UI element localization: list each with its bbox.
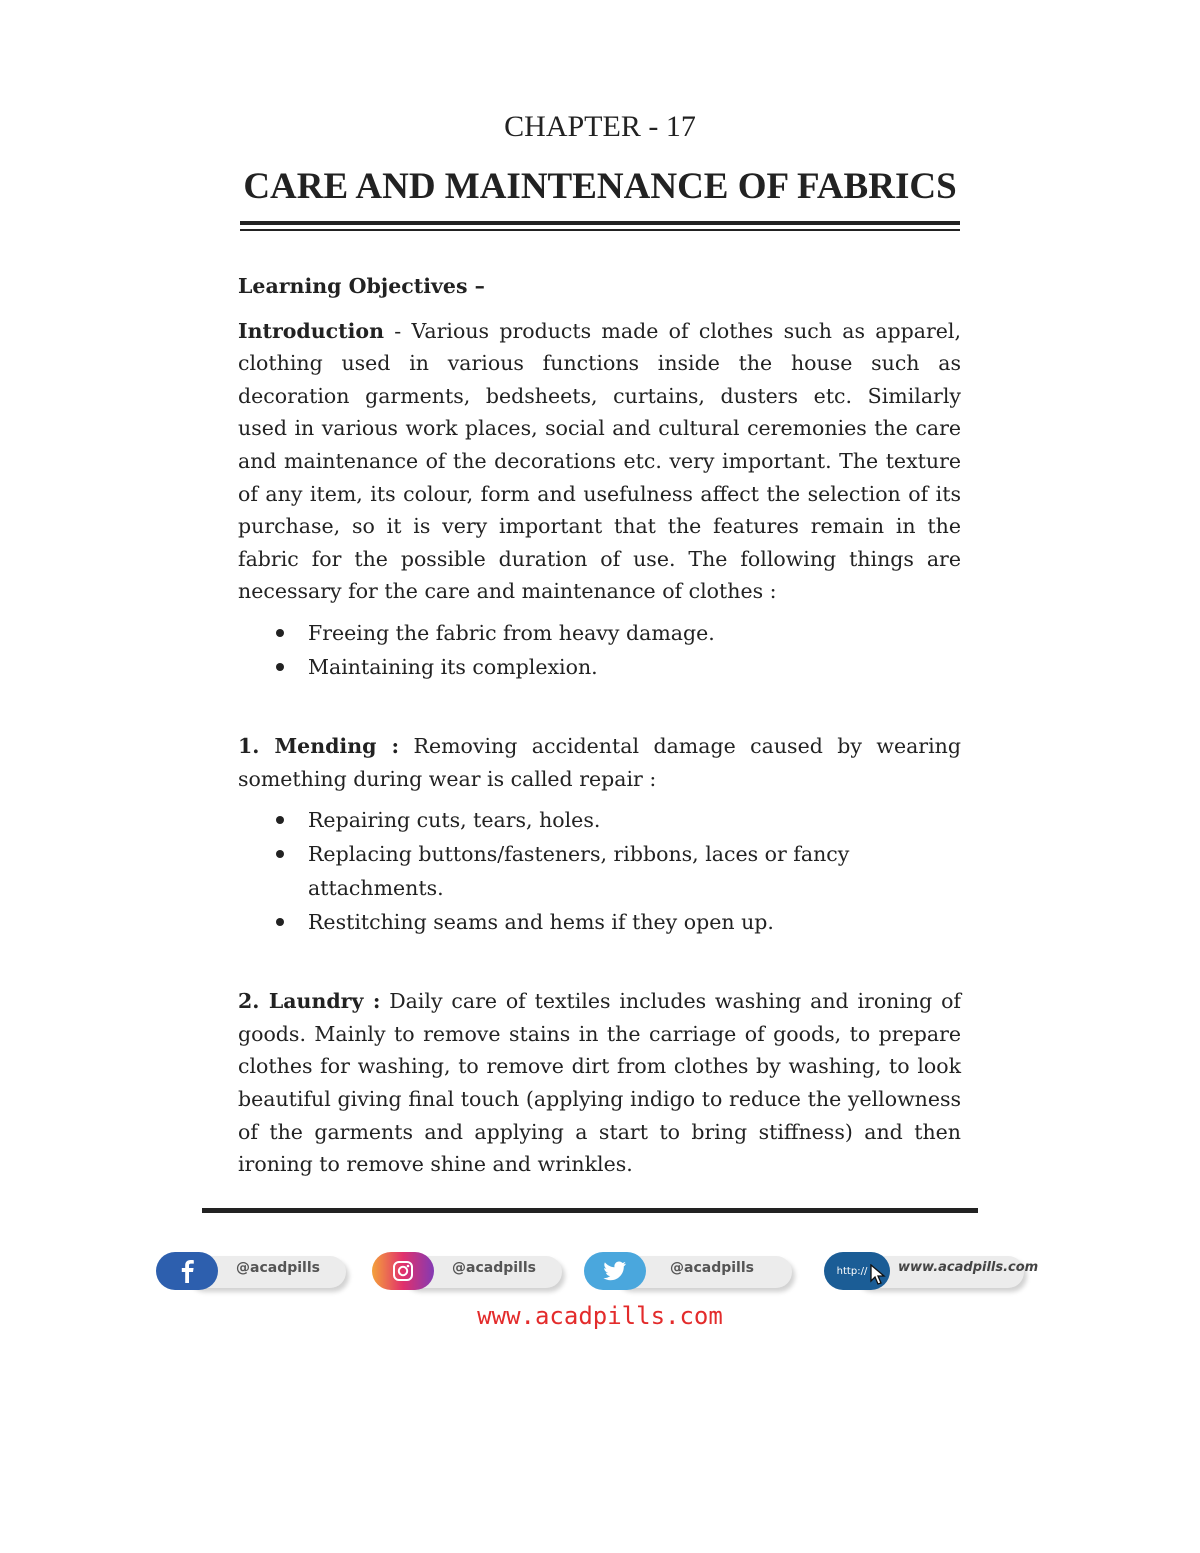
bullet-icon — [276, 918, 284, 926]
mending-lead: 1. Mending : — [238, 733, 400, 758]
instagram-handle: @acadpills — [452, 1260, 536, 1276]
learning-objectives-heading: Learning Objectives – — [238, 274, 485, 298]
list-item: Repairing cuts, tears, holes. — [238, 803, 961, 837]
bullet-icon — [276, 850, 284, 858]
introduction-lead: Introduction — [238, 318, 384, 343]
facebook-badge — [156, 1252, 218, 1290]
chapter-title: CARE AND MAINTENANCE OF FABRICS — [243, 166, 957, 207]
instagram-link[interactable] — [372, 1250, 562, 1294]
website-link[interactable] — [824, 1250, 1039, 1294]
mending-text: Removing accidental damage caused by wearing something during wear is called repair : — [238, 733, 961, 791]
instagram-icon — [392, 1260, 414, 1282]
http-label: http:// — [836, 1265, 868, 1277]
website-handle: www.acadpills.com — [898, 1260, 1039, 1275]
introduction-bullet-list — [238, 616, 961, 684]
introduction-text: - Various products made of clothes such as apparel, clothing used in various functions inside the house such as decoration garments, bedsheets, curtains, dusters etc. Similarly used in various work places, social and cultural ceremonies the care and maintenance of the decorations etc. very important. The texture of any item, its colour, form and usefulness affect the selection of its purchase, so it is very important that the features remain in the fabric for the possible duration of use. The following things are necessary for the care and maintenance of clothes : — [238, 318, 961, 604]
facebook-handle: @acadpills — [236, 1260, 320, 1276]
bullet-icon — [276, 629, 284, 637]
list-item: Replacing buttons/fasteners, ribbons, laces or fancy attachments. — [238, 837, 961, 905]
section-spacer — [238, 939, 961, 985]
laundry-text: Daily care of textiles includes washing and ironing of goods. Mainly to remove stains in the carriage of goods, to prepare clothes for washing, to remove dirt from clothes by washing, to look beautiful giving final touch (applying indigo to reduce the yellowness of the garments and applying a start to bring stiffness) and then ironing to remove shine and wrinkles. — [238, 989, 962, 1177]
twitter-icon — [603, 1261, 627, 1281]
facebook-icon — [177, 1259, 197, 1283]
facebook-link[interactable] — [156, 1250, 346, 1294]
footer-rule — [202, 1208, 978, 1213]
introduction-paragraph — [238, 315, 961, 608]
mending-bullet-list — [238, 803, 961, 939]
list-item: Restitching seams and hems if they open up. — [238, 905, 961, 939]
section-spacer — [238, 684, 961, 730]
title-rule-thick — [240, 221, 960, 225]
laundry-paragraph — [238, 985, 961, 1181]
twitter-link[interactable] — [584, 1250, 794, 1294]
twitter-handle: @acadpills — [670, 1260, 754, 1276]
footer-website-link[interactable]: www.acadpills.com — [477, 1302, 723, 1330]
twitter-badge — [584, 1252, 646, 1290]
instagram-badge — [372, 1252, 434, 1290]
chapter-content — [238, 270, 961, 1181]
cursor-icon — [870, 1264, 886, 1286]
title-rule-thin — [240, 229, 960, 231]
chapter-heading: CHAPTER - 17 — [504, 110, 696, 143]
list-item: Maintaining its complexion. — [238, 650, 961, 684]
bullet-icon — [276, 663, 284, 671]
mending-paragraph — [238, 730, 961, 795]
list-item: Freeing the fabric from heavy damage. — [238, 616, 961, 650]
bullet-icon — [276, 816, 284, 824]
laundry-lead: 2. Laundry : — [238, 989, 381, 1014]
